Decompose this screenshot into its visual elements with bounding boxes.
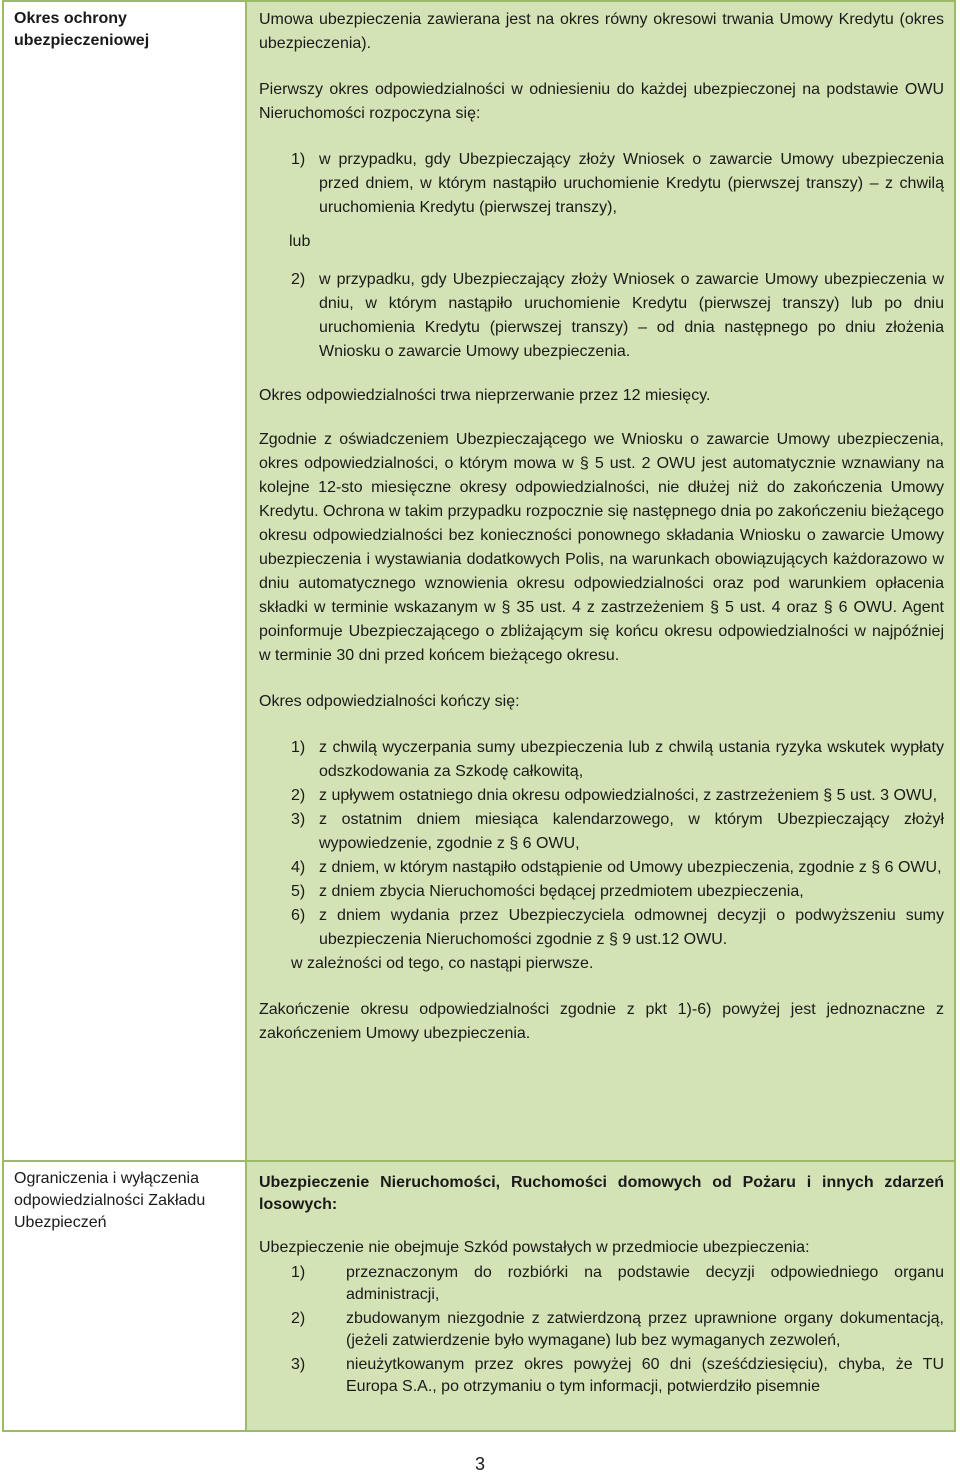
list-item — [259, 784, 944, 808]
list-number: 1) — [291, 739, 306, 756]
list-text: w przypadku, gdy Ubezpieczający złoży Wniosek o zawarcie Umowy ubezpieczenia w dniu, w którym nastąpiło uruchomienie Kredytu (pierwszej transzy) lub po dniu uruchomienia Kredytu (pierwszej transzy) – od dnia następnego po dniu złożenia Wniosku o zawarcie Umowy ubezpieczenia. — [319, 271, 944, 360]
exclusions-list — [259, 1262, 944, 1398]
paragraph: w zależności od tego, co nastąpi pierwsze. — [291, 955, 594, 972]
list-item — [259, 736, 944, 784]
connector-text: lub — [289, 233, 311, 250]
list-text: z dniem zbycia Nieruchomości będącej przedmiotem ubezpieczenia, — [319, 883, 804, 900]
paragraph: Okres odpowiedzialności trwa nieprzerwanie przez 12 miesięcy. — [259, 387, 711, 404]
list-number: 1) — [291, 1264, 306, 1281]
section-heading: Ubezpieczenie Nieruchomości, Ruchomości domowych od Pożaru i innych zdarzeń losowych: — [259, 1174, 944, 1213]
page-number: 3 — [474, 1454, 485, 1474]
section-ograniczenia — [2, 1162, 956, 1432]
list-number: 4) — [291, 859, 306, 876]
list-number: 3) — [291, 811, 306, 828]
list-item — [259, 1354, 944, 1398]
list-item — [259, 148, 944, 220]
list-text: przeznaczonym do rozbiórki na podstawie decyzji odpowiedniego organu administracji, — [346, 1264, 944, 1303]
list-text: z dniem wydania przez Ubezpieczyciela odmownej decyzji o podwyższeniu sumy ubezpieczenia Nieruchomości zgodnie z § 9 ust.12 OWU. — [319, 907, 944, 948]
section-content — [245, 0, 956, 1162]
paragraph: Zgodnie z oświadczeniem Ubezpieczającego we Wniosku o zawarcie Umowy ubezpieczenia, okres odpowiedzialności, o którym mowa w § 5 ust. 2 OWU jest automatycznie wznawiany na kolejne 12-sto miesięczne okresy odpowiedzialności, nie dłużej niż do zakończenia Umowy Kredytu. Ochrona w takim przypadku rozpocznie się następnego dnia po zakończeniu bieżącego okresu odpowiedzialności bez konieczności ponownego składania Wniosku o zawarcie Umowy ubezpieczenia i wystawiania dodatkowych Polis, na warunkach obowiązujących każdorazowo w dniu automatycznego wznowienia okresu odpowiedzialności oraz pod warunkiem opłacenia składki w terminie wskazanym w § 35 ust. 4 z zastrzeżeniem § 5 ust. 4 oraz § 6 OWU. Agent poinformuje Ubezpieczającego o zbliżającym się końcu okresu odpowiedzialności w najpóźniej w terminie 30 dni przed końcem bieżącego okresu. — [259, 431, 944, 664]
paragraph: Ubezpieczenie nie obejmuje Szkód powstałych w przedmiocie ubezpieczenia: — [259, 1239, 810, 1256]
list-text: z dniem, w którym nastąpiło odstąpienie od Umowy ubezpieczenia, zgodnie z § 6 OWU, — [319, 859, 942, 876]
list-text: z ostatnim dniem miesiąca kalendarzowego, w którym Ubezpieczający złożył wypowiedzenie, zgodnie z § 6 OWU, — [319, 811, 944, 852]
list-number: 1) — [291, 151, 306, 168]
list-text: z chwilą wyczerpania sumy ubezpieczenia lub z chwilą ustania ryzyka wskutek wypłaty odszkodowania za Szkodę całkowitą, — [319, 739, 944, 780]
list-number: 2) — [291, 787, 306, 804]
list-item — [259, 856, 944, 880]
section-label — [2, 0, 245, 1162]
section-okres-ochrony — [2, 0, 956, 1162]
list-text: zbudowanym niezgodnie z zatwierdzoną przez uprawnione organy dokumentacją, (jeżeli zatwierdzenie było wymagane) lub bez wymaganych zezwoleń, — [346, 1310, 944, 1349]
paragraph: Zakończenie okresu odpowiedzialności zgodnie z pkt 1)-6) powyżej jest jednoznaczne z zakończeniem Umowy ubezpieczenia. — [259, 1001, 944, 1042]
paragraph: Pierwszy okres odpowiedzialności w odniesieniu do każdej ubezpieczonej na podstawie OWU Nieruchomości rozpoczyna się: — [259, 81, 944, 122]
list-number: 5) — [291, 883, 306, 900]
list-number: 6) — [291, 907, 306, 924]
list-number: 3) — [291, 1356, 306, 1373]
end-conditions-list — [259, 736, 944, 952]
list-text: z upływem ostatniego dnia okresu odpowiedzialności, z zastrzeżeniem § 5 ust. 3 OWU, — [319, 787, 938, 804]
list-text: nieużytkowanym przez okres powyżej 60 dni (sześćdziesięciu), chyba, że TU Europa S.A., po otrzymaniu o tym informacji, potwierdziło pisemnie — [346, 1356, 944, 1395]
list-item — [259, 1262, 944, 1306]
section-content — [245, 1162, 956, 1432]
paragraph: Okres odpowiedzialności kończy się: — [259, 693, 520, 710]
list-text: w przypadku, gdy Ubezpieczający złoży Wniosek o zawarcie Umowy ubezpieczenia przed dniem, w którym nastąpiło uruchomienie Kredytu (pierwszej transzy) – z chwilą uruchomienia Kredytu (pierwszej transzy), — [319, 151, 944, 216]
list-item — [259, 880, 944, 904]
list-item — [259, 268, 944, 364]
list-item — [259, 1308, 944, 1352]
paragraph: Umowa ubezpieczenia zawierana jest na okres równy okresowi trwania Umowy Kredytu (okres ubezpieczenia). — [259, 11, 944, 52]
list-item — [259, 808, 944, 856]
section-label — [2, 1162, 245, 1432]
list-item — [259, 904, 944, 952]
section-label-text: Ograniczenia i wyłączenia odpowiedzialności Zakładu Ubezpieczeń — [14, 1170, 206, 1231]
list-number: 2) — [291, 271, 306, 288]
section-label-text: Okres ochrony ubezpieczeniowej — [14, 10, 150, 49]
list-number: 2) — [291, 1310, 306, 1327]
